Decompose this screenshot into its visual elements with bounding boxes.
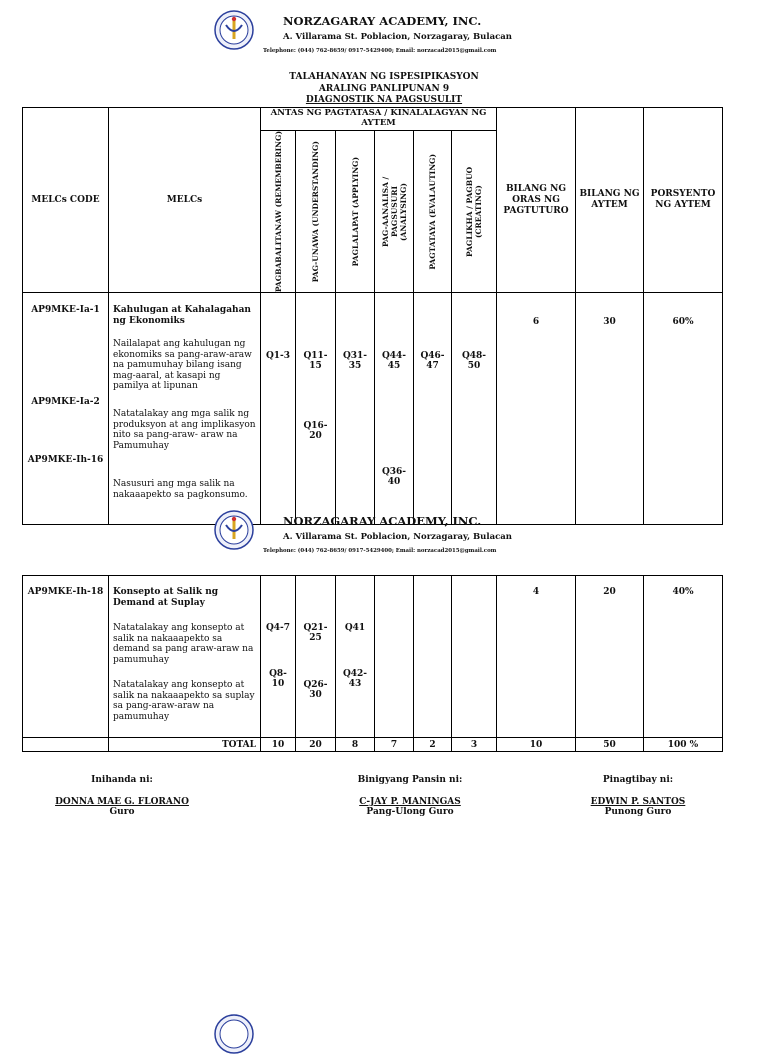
hours-value: 4 [532, 587, 540, 597]
header-items: BILANG NG AYTEM [576, 108, 644, 293]
school-seal-icon [214, 510, 254, 550]
q-remembering: Q4-7 [265, 623, 291, 633]
signature-name: C-JAY P. MANINGAS [359, 797, 461, 807]
melc-code: AP9MKE-Ih-16 [27, 455, 104, 466]
school-seal-icon [214, 1014, 254, 1054]
total-value: 7 [375, 738, 414, 752]
school-name: NORZAGARAY ACADEMY, INC. [283, 514, 482, 528]
header-antas: ANTAS NG PAGTATASA / KINALALAGYAN NG AYTEM [261, 108, 497, 131]
total-label: TOTAL [109, 738, 261, 752]
doc-subject: ARALING PANLIPUNAN 9 [318, 84, 450, 94]
header-level-understanding: PAG-UNAWA (UNDERSTANDING) [296, 131, 336, 293]
header-level-creating: PAGLIKHA / PAGBUO (CREATING) [452, 131, 497, 293]
melc-item: Natatalakay ang konsepto at salik na nakaaapekto sa demand sa pang araw-araw na pamumuhay [113, 623, 254, 665]
q-remembering: Q8-10 [269, 669, 287, 689]
table-row [23, 576, 723, 738]
signature-block-prepared [52, 775, 192, 817]
school-contact: Telephone: (044) 762-8659/ 0917-5429400; Email: norzacad2015@gmail.com [263, 48, 497, 54]
header-level-analysing: PAG-AANALISA / PAGSUSURI (ANALYSING) [375, 131, 414, 293]
total-value: 10 [497, 738, 576, 752]
signature-role: Pinagtibay ni: [602, 775, 674, 785]
doc-title: TALAHANAYAN NG ISPESIPIKASYON [289, 72, 479, 82]
melc-item: Nasusuri ang mga salik na nakaaapekto sa pagkonsumo. [113, 479, 248, 500]
school-address: A. Villarama St. Poblacion, Norzagaray, Bulacan [283, 532, 512, 542]
header-melcs-code: MELCs CODE [23, 108, 109, 293]
header-level-applying: PAGLALAPAT (APPLYING) [336, 131, 375, 293]
melc-topic: Konsepto at Salik ng Demand at Suplay [113, 587, 219, 608]
q-applying: Q41 [344, 623, 366, 633]
hours-value: 6 [532, 317, 540, 328]
header-percent: PORSYENTO NG AYTEM [644, 108, 723, 293]
melcs-cell [109, 293, 261, 525]
melc-code: AP9MKE-Ih-18 [27, 587, 104, 597]
melc-item: Natatalakay ang konsepto at salik na nakaaapekto sa suplay sa pang-araw-araw na pamumuhay [113, 680, 255, 722]
q-understanding: Q16-20 [303, 421, 328, 442]
school-seal-icon [214, 10, 254, 50]
items-value: 20 [603, 587, 616, 597]
letterhead-1 [0, 0, 768, 60]
signature-name: EDWIN P. SANTOS [590, 797, 686, 807]
signature-role: Inihanda ni: [91, 775, 153, 785]
total-value: 8 [336, 738, 375, 752]
signature-title: Punong Guro [604, 807, 672, 817]
q-understanding: Q21-25 [303, 623, 328, 643]
percent-value: 60% [672, 317, 694, 328]
q-evaluating: Q46-47 [420, 351, 445, 372]
signature-title: Guro [109, 807, 135, 817]
q-understanding: Q26-30 [303, 680, 328, 700]
melc-code: AP9MKE-Ia-1 [31, 305, 100, 316]
signature-block-approved [568, 775, 708, 817]
totals-row [23, 738, 723, 752]
q-applying: Q31-35 [342, 351, 368, 372]
header-level-evaluating: PAGTATAYA (EVALAUTING) [414, 131, 452, 293]
signature-name: DONNA MAE G. FLORANO [55, 797, 189, 807]
melc-item: Nailalapat ang kahulugan ng ekonomiks sa pang-araw-araw na pamumuhay bilang isang mag-aaral, at kasapi ng pamilya at lipunan [113, 339, 252, 392]
total-value: 10 [261, 738, 296, 752]
total-value: 3 [452, 738, 497, 752]
total-value: 100 % [644, 738, 723, 752]
total-value: 20 [296, 738, 336, 752]
school-address: A. Villarama St. Poblacion, Norzagaray, Bulacan [283, 32, 512, 42]
melc-code: AP9MKE-Ia-2 [31, 397, 100, 408]
header-level-remembering: PAGBABALITANAW (REMEMBERING) [261, 131, 296, 293]
tos-table-1 [22, 107, 723, 525]
q-remembering: Q1-3 [265, 351, 291, 362]
total-value: 2 [414, 738, 452, 752]
table-row [23, 293, 723, 525]
total-value: 50 [576, 738, 644, 752]
header-hours: BILANG NG ORAS NG PAGTUTURO [497, 108, 576, 293]
school-name: NORZAGARAY ACADEMY, INC. [283, 14, 482, 28]
melc-topic: Kahulugan at Kahalagahan ng Ekonomiks [113, 305, 251, 326]
q-understanding: Q11-15 [303, 351, 328, 372]
percent-value: 40% [672, 587, 694, 597]
school-contact: Telephone: (044) 762-8659/ 0917-5429400; Email: norzacad2015@gmail.com [263, 548, 497, 554]
items-value: 30 [603, 317, 616, 328]
signature-role: Binigyang Pansin ni: [357, 775, 463, 785]
signature-block-noted [340, 775, 480, 817]
melc-item: Natatalakay ang mga salik ng produksyon at ang implikasyon nito sa pang-araw- araw na Pamumuhay [113, 409, 256, 451]
q-creating: Q48-50 [461, 351, 487, 372]
q-analysing: Q44-45 [381, 351, 407, 372]
header-melcs: MELCs [109, 108, 261, 293]
melc-codes-cell [23, 293, 109, 525]
q-analysing: Q36-40 [381, 467, 407, 488]
doc-test-type: DIAGNOSTIK NA PAGSUSULIT [305, 95, 463, 105]
q-applying: Q42-43 [342, 669, 368, 689]
letterhead-2 [0, 500, 768, 560]
signature-title: Pang-Ulong Guro [366, 807, 454, 817]
tos-table-2 [22, 575, 723, 752]
